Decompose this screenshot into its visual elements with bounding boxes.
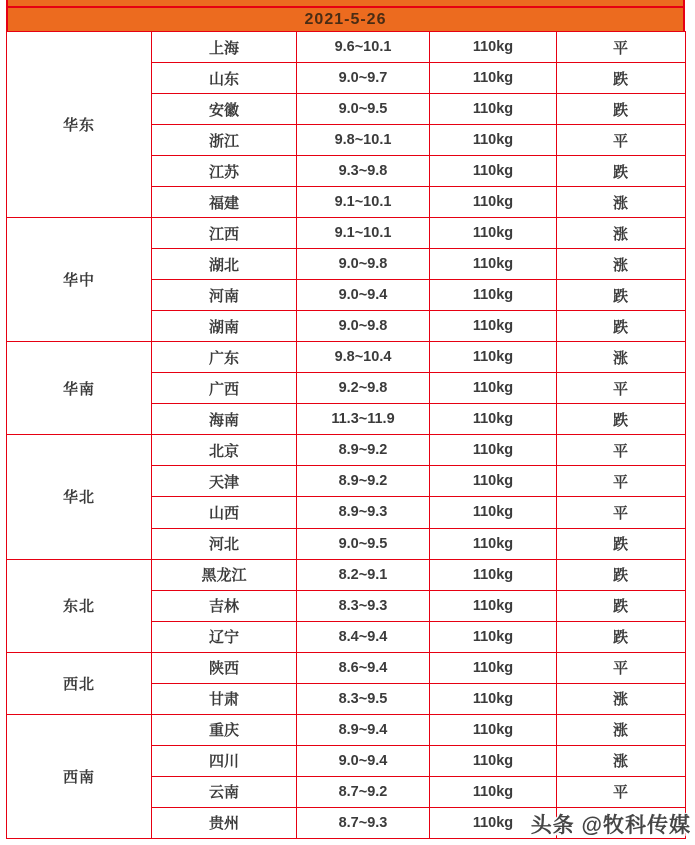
trend-cell: 跌 xyxy=(557,311,686,342)
price-cell: 9.0~9.8 xyxy=(297,311,430,342)
province-cell: 福建 xyxy=(152,187,297,218)
region-cell: 西南 xyxy=(7,714,152,838)
price-cell: 8.9~9.2 xyxy=(297,466,430,497)
table-row xyxy=(7,342,686,373)
price-cell: 8.7~9.3 xyxy=(297,807,430,838)
weight-cell: 110kg xyxy=(430,249,557,280)
trend-cell: 跌 xyxy=(557,559,686,590)
price-cell: 9.0~9.4 xyxy=(297,745,430,776)
trend-cell: 平 xyxy=(557,373,686,404)
trend-cell: 平 xyxy=(557,776,686,807)
price-cell: 8.6~9.4 xyxy=(297,652,430,683)
weight-cell: 110kg xyxy=(430,187,557,218)
weight-cell: 110kg xyxy=(430,311,557,342)
province-cell: 辽宁 xyxy=(152,621,297,652)
province-cell: 山东 xyxy=(152,63,297,94)
trend-cell: 涨 xyxy=(557,218,686,249)
price-cell: 9.8~10.1 xyxy=(297,125,430,156)
price-cell: 8.9~9.4 xyxy=(297,714,430,745)
table-row xyxy=(7,714,686,745)
trend-cell: 涨 xyxy=(557,714,686,745)
province-cell: 吉林 xyxy=(152,590,297,621)
price-cell: 9.8~10.4 xyxy=(297,342,430,373)
trend-cell: 涨 xyxy=(557,249,686,280)
price-cell: 8.9~9.2 xyxy=(297,435,430,466)
price-cell: 9.0~9.4 xyxy=(297,280,430,311)
date-header: 2021-5-26 xyxy=(6,8,685,31)
trend-cell: 平 xyxy=(557,466,686,497)
price-sheet xyxy=(6,0,685,839)
price-cell: 9.0~9.5 xyxy=(297,528,430,559)
price-cell: 9.6~10.1 xyxy=(297,32,430,63)
weight-cell: 110kg xyxy=(430,621,557,652)
trend-cell: 平 xyxy=(557,32,686,63)
price-cell: 9.0~9.5 xyxy=(297,94,430,125)
province-cell: 安徽 xyxy=(152,94,297,125)
price-cell: 8.3~9.3 xyxy=(297,590,430,621)
weight-cell: 110kg xyxy=(430,745,557,776)
price-cell: 8.7~9.2 xyxy=(297,776,430,807)
province-cell: 湖南 xyxy=(152,311,297,342)
province-cell: 河北 xyxy=(152,528,297,559)
price-cell: 8.9~9.3 xyxy=(297,497,430,528)
trend-cell: 跌 xyxy=(557,63,686,94)
price-cell: 9.1~10.1 xyxy=(297,218,430,249)
weight-cell: 110kg xyxy=(430,807,557,838)
province-cell: 陕西 xyxy=(152,652,297,683)
trend-cell: 跌 xyxy=(557,280,686,311)
price-cell: 8.2~9.1 xyxy=(297,559,430,590)
table-row xyxy=(7,435,686,466)
province-cell: 黑龙江 xyxy=(152,559,297,590)
table-row xyxy=(7,218,686,249)
region-cell: 西北 xyxy=(7,652,152,714)
weight-cell: 110kg xyxy=(430,125,557,156)
price-cell: 9.3~9.8 xyxy=(297,156,430,187)
trend-cell: 跌 xyxy=(557,404,686,435)
region-cell: 东北 xyxy=(7,559,152,652)
province-cell: 北京 xyxy=(152,435,297,466)
price-cell: 8.4~9.4 xyxy=(297,621,430,652)
trend-cell: 涨 xyxy=(557,342,686,373)
price-cell: 9.0~9.7 xyxy=(297,63,430,94)
weight-cell: 110kg xyxy=(430,652,557,683)
weight-cell: 110kg xyxy=(430,435,557,466)
province-cell: 甘肃 xyxy=(152,683,297,714)
table-row xyxy=(7,32,686,63)
weight-cell: 110kg xyxy=(430,32,557,63)
province-cell: 广东 xyxy=(152,342,297,373)
trend-cell: 平 xyxy=(557,435,686,466)
weight-cell: 110kg xyxy=(430,280,557,311)
trend-cell: 涨 xyxy=(557,683,686,714)
trend-cell: 涨 xyxy=(557,187,686,218)
trend-cell: 跌 xyxy=(557,590,686,621)
trend-cell: 跌 xyxy=(557,621,686,652)
region-cell: 华北 xyxy=(7,435,152,559)
trend-cell: 跌 xyxy=(557,156,686,187)
province-cell: 天津 xyxy=(152,466,297,497)
trend-cell: 跌 xyxy=(557,528,686,559)
trend-cell: 平 xyxy=(557,125,686,156)
weight-cell: 110kg xyxy=(430,466,557,497)
province-cell: 重庆 xyxy=(152,714,297,745)
province-cell: 海南 xyxy=(152,404,297,435)
weight-cell: 110kg xyxy=(430,497,557,528)
table-row xyxy=(7,652,686,683)
weight-cell: 110kg xyxy=(430,218,557,249)
province-cell: 广西 xyxy=(152,373,297,404)
region-cell: 华中 xyxy=(7,218,152,342)
pig-price-table xyxy=(6,31,686,839)
province-cell: 河南 xyxy=(152,280,297,311)
province-cell: 贵州 xyxy=(152,807,297,838)
price-cell: 9.0~9.8 xyxy=(297,249,430,280)
province-cell: 山西 xyxy=(152,497,297,528)
trend-cell: 平 xyxy=(557,652,686,683)
weight-cell: 110kg xyxy=(430,559,557,590)
weight-cell: 110kg xyxy=(430,683,557,714)
province-cell: 浙江 xyxy=(152,125,297,156)
region-cell: 华南 xyxy=(7,342,152,435)
province-cell: 上海 xyxy=(152,32,297,63)
weight-cell: 110kg xyxy=(430,373,557,404)
weight-cell: 110kg xyxy=(430,156,557,187)
province-cell: 江西 xyxy=(152,218,297,249)
weight-cell: 110kg xyxy=(430,590,557,621)
province-cell: 湖北 xyxy=(152,249,297,280)
weight-cell: 110kg xyxy=(430,528,557,559)
price-cell: 11.3~11.9 xyxy=(297,404,430,435)
price-table-body xyxy=(7,32,686,839)
watermark-text: 头条 @牧科传媒 xyxy=(530,814,691,837)
price-cell: 9.2~9.8 xyxy=(297,373,430,404)
weight-cell: 110kg xyxy=(430,94,557,125)
trend-cell: 跌 xyxy=(557,94,686,125)
trend-cell: 涨 xyxy=(557,745,686,776)
province-cell: 云南 xyxy=(152,776,297,807)
region-cell: 华东 xyxy=(7,32,152,218)
weight-cell: 110kg xyxy=(430,63,557,94)
price-cell: 9.1~10.1 xyxy=(297,187,430,218)
price-cell: 8.3~9.5 xyxy=(297,683,430,714)
province-cell: 四川 xyxy=(152,745,297,776)
table-row xyxy=(7,559,686,590)
weight-cell: 110kg xyxy=(430,342,557,373)
province-cell: 江苏 xyxy=(152,156,297,187)
weight-cell: 110kg xyxy=(430,404,557,435)
weight-cell: 110kg xyxy=(430,714,557,745)
weight-cell: 110kg xyxy=(430,776,557,807)
trend-cell: 平 xyxy=(557,497,686,528)
